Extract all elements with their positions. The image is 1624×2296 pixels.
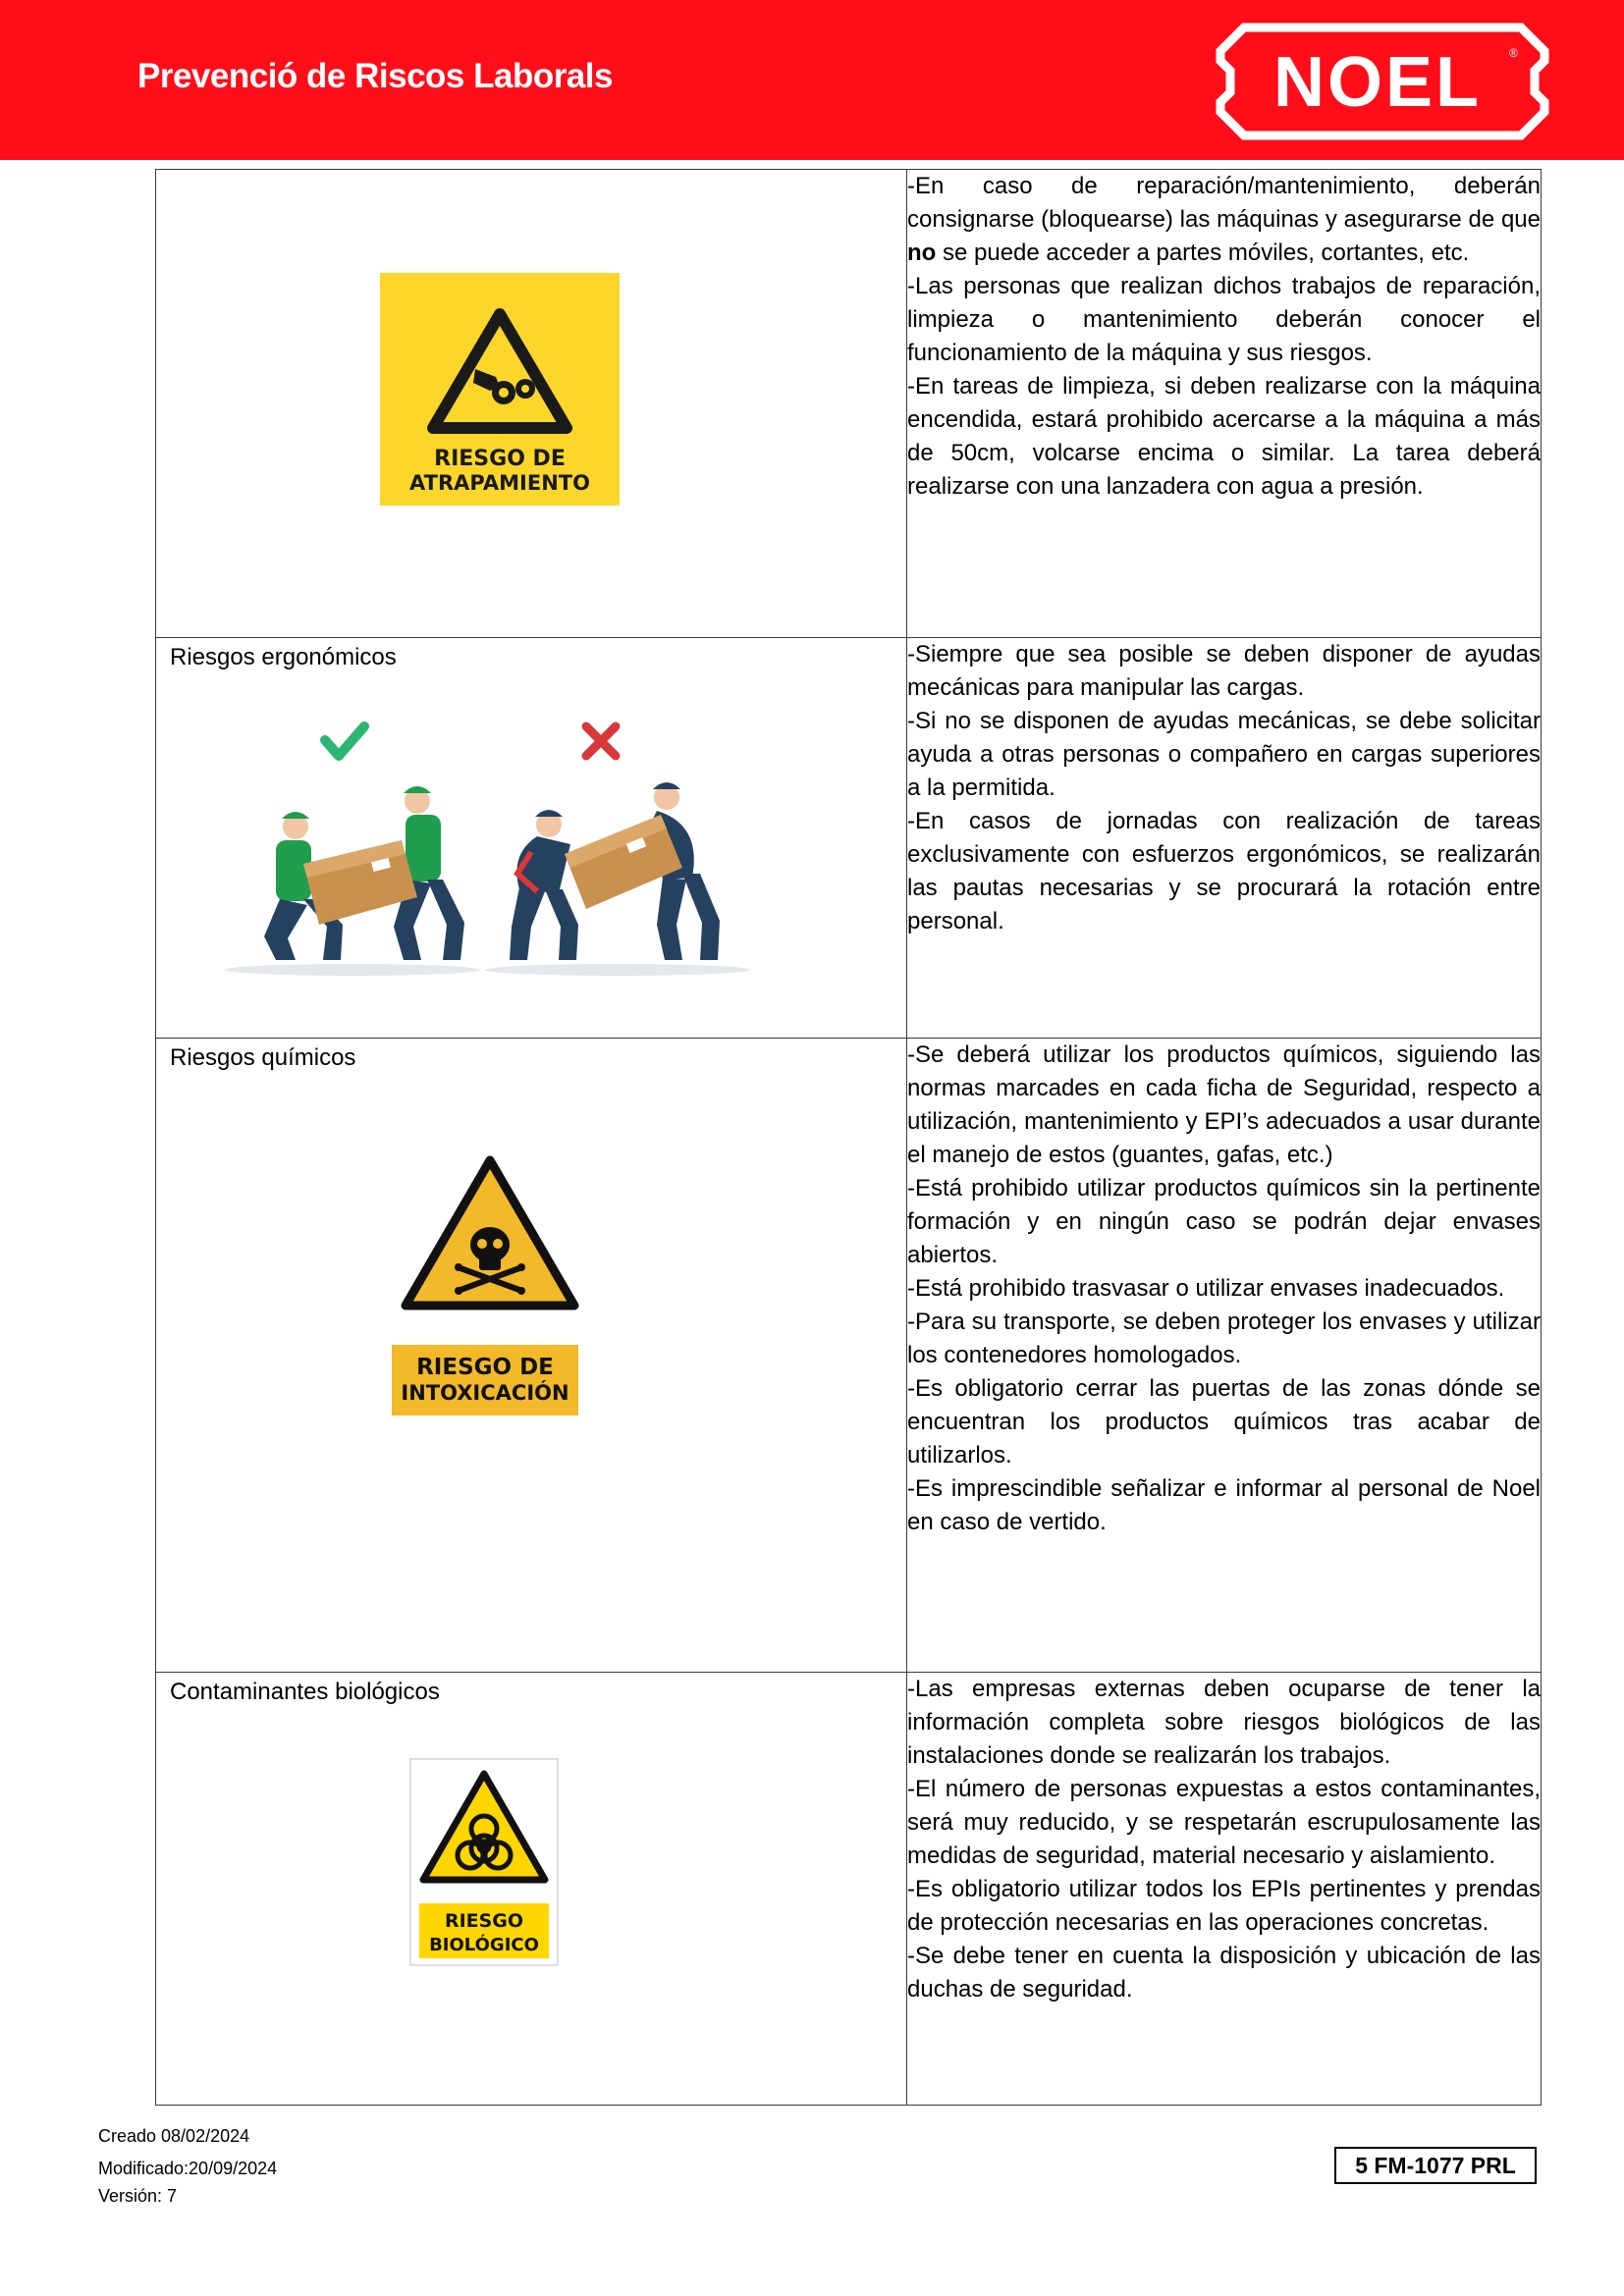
measure-paragraph: -En casos de jornadas con realización de tareas exclusivamente con esfuerzos ergonómicos, se realizarán las pautas necesarias y se procurará la rotación entre personal. — [907, 808, 1541, 934]
sign-text: ATRAPAMIENTO — [409, 471, 590, 495]
measure-paragraph: -Es obligatorio cerrar las puertas de las zonas dónde se encuentran los productos químicos tras acabar de utilizarlos. — [907, 1375, 1541, 1468]
measures-cell — [907, 170, 1542, 638]
risk-table — [155, 169, 1542, 2106]
sign-text: INTOXICACIÓN — [401, 1381, 569, 1405]
measure-paragraph: -Es obligatorio utilizar todos los EPIs pertinentes y prendas de protección necesarias en las operaciones concretas. — [907, 1876, 1541, 1936]
measure-paragraph: -En tareas de limpieza, si deben realizarse con la máquina encendida, estará prohibido acercarse a la máquina a más de 50cm, volcarse encima o similar. La tarea deberá realizarse con una lanzadera con agua a presión. — [907, 373, 1541, 500]
table-row — [156, 1673, 1542, 2106]
risk-label-cell — [156, 1673, 907, 2106]
measure-paragraph: -Está prohibido utilizar productos químicos sin la pertinente formación y en ningún caso se podrán dejar envases abiertos. — [907, 1175, 1541, 1268]
lifting-illustration — [225, 717, 755, 984]
page-header — [0, 0, 1624, 160]
measure-paragraph: -En caso de reparación/mantenimiento, deberán consignarse (bloquearse) las máquinas y asegurarse de que no se puede acceder a partes móviles, cortantes, etc. — [907, 173, 1541, 266]
measure-paragraph: -Siempre que sea posible se deben disponer de ayudas mecánicas para manipular las cargas. — [907, 641, 1541, 701]
measures-cell — [907, 638, 1542, 1039]
risk-label: Riesgos químicos — [170, 1044, 356, 1071]
correct-posture-figure — [264, 786, 464, 960]
risk-label — [156, 170, 906, 173]
measure-paragraph: -Está prohibido trasvasar o utilizar envases inadecuados. — [907, 1275, 1505, 1302]
measure-paragraph: -Las empresas externas deben ocuparse de tener la información completa sobre riesgos biológicos de las instalaciones donde se realizarán los trabajos. — [907, 1676, 1541, 1769]
biohazard-sign — [409, 1758, 559, 1966]
sign-text: BIOLÓGICO — [429, 1935, 539, 1955]
document-code: 5 FM-1077 PRL — [1334, 2147, 1537, 2184]
risk-label-cell — [156, 170, 907, 638]
footer-created: Creado 08/02/2024 — [98, 2126, 250, 2146]
measure-paragraph: -Las personas que realizan dichos trabajos de reparación, limpieza o mantenimiento deberán conocer el funcionamiento de la máquina y sus riesgos. — [907, 273, 1541, 366]
risk-label-cell — [156, 638, 907, 1039]
measures-cell — [907, 1039, 1542, 1673]
noel-logo — [1215, 22, 1550, 141]
cross-icon — [586, 726, 616, 756]
toxic-sign — [392, 1154, 588, 1347]
measure-paragraph: -Se deberá utilizar los productos químicos, siguiendo las normas marcades en cada ficha de Seguridad, respecto a utilización, mantenimiento y EPI’s adecuados a usar durante el manejo de estos (guantes, gafas, etc.) — [907, 1041, 1541, 1168]
measure-paragraph: -Es imprescindible señalizar e informar al personal de Noel en caso de vertido. — [907, 1475, 1541, 1535]
entrapment-sign — [380, 273, 620, 506]
check-icon — [325, 726, 364, 756]
measure-paragraph: -El número de personas expuestas a estos contaminantes, será muy reducido, y se respetarán escrupulosamente las medidas de seguridad, material necesario y aislamiento. — [907, 1776, 1541, 1869]
measures-cell — [907, 1673, 1542, 2106]
measure-paragraph: -Se debe tener en cuenta la disposición y ubicación de las duchas de seguridad. — [907, 1943, 1541, 2002]
measure-paragraph: -Si no se disponen de ayudas mecánicas, se debe solicitar ayuda a otras personas o compañero en cargas superiores a la permitida. — [907, 708, 1541, 801]
measure-paragraph: -Para su transporte, se deben proteger los envases y utilizar los contenedores homologados. — [907, 1308, 1541, 1368]
footer-version: Versión: 7 — [98, 2186, 178, 2206]
risk-label-cell — [156, 1039, 907, 1673]
sign-text: RIESGO DE — [416, 1355, 554, 1380]
svg-text:®: ® — [1509, 46, 1518, 60]
sign-text: RIESGO — [444, 1910, 524, 1932]
table-row — [156, 170, 1542, 638]
footer-modified: Modificado:20/09/2024 — [98, 2159, 278, 2178]
risk-label: Riesgos ergonómicos — [170, 644, 397, 670]
risk-label: Contaminantes biológicos — [170, 1679, 440, 1705]
toxic-sign-label — [392, 1345, 578, 1415]
sign-text: RIESGO DE — [434, 447, 566, 471]
header-title: Prevenció de Riscos Laborals — [137, 57, 613, 95]
table-row — [156, 1039, 1542, 1673]
svg-text:NOEL: NOEL — [1272, 43, 1483, 122]
incorrect-posture-figure — [510, 782, 720, 960]
table-row — [156, 638, 1542, 1039]
